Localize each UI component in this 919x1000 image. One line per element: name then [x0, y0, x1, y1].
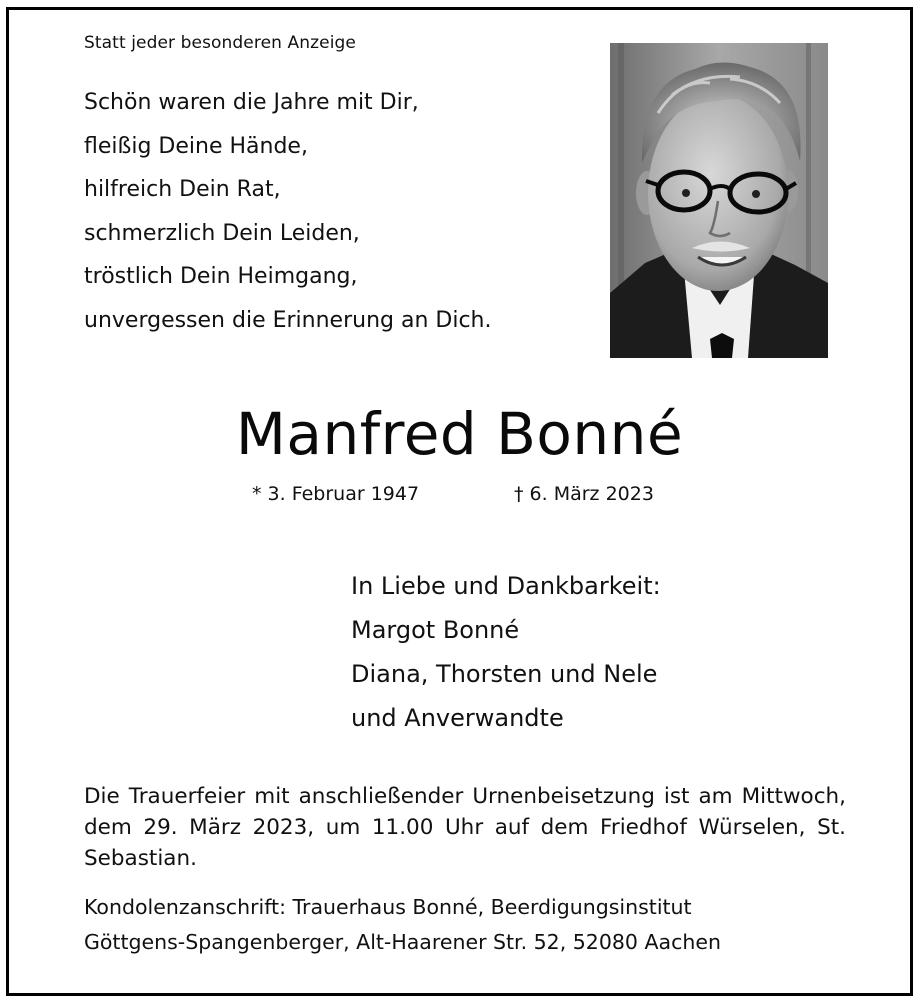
birth-date: * 3. Februar 1947: [252, 483, 420, 505]
mourners-list: [351, 564, 661, 740]
poem-line: fleißig Deine Hände,: [84, 133, 308, 159]
intro-line: Statt jeder besonderen Anzeige: [84, 33, 356, 53]
condolence-line: Kondolenzanschrift: Trauerhaus Bonné, Beerdigungsinstitut: [84, 895, 692, 919]
condolence-line: Göttgens-Spangenberger, Alt-Haarener Str. 52, 52080 Aachen: [84, 930, 721, 954]
mourners-heading: In Liebe und Dankbarkeit:: [351, 572, 661, 600]
death-date: † 6. März 2023: [514, 483, 654, 505]
poem-line: schmerzlich Dein Leiden,: [84, 220, 360, 246]
portrait-photo: [610, 43, 828, 358]
mourner-name: Margot Bonné: [351, 616, 520, 644]
condolence-address: [84, 890, 721, 960]
poem-line: tröstlich Dein Heimgang,: [84, 264, 358, 290]
ceremony-details: Die Trauerfeier mit anschließender Urnenbeisetzung ist am Mittwoch, dem 29. März 2023, um 11.00 Uhr auf dem Friedhof Würselen, St. Sebastian.: [84, 784, 846, 871]
poem-line: unvergessen die Erinnerung an Dich.: [84, 307, 492, 333]
deceased-name: Manfred Bonné: [235, 400, 684, 468]
mourner-name: Diana, Thorsten und Nele: [351, 660, 658, 688]
poem-line: Schön waren die Jahre mit Dir,: [84, 90, 419, 115]
mourner-name: und Anverwandte: [351, 704, 564, 732]
poem-line: hilfreich Dein Rat,: [84, 177, 281, 203]
poem: [84, 81, 491, 343]
